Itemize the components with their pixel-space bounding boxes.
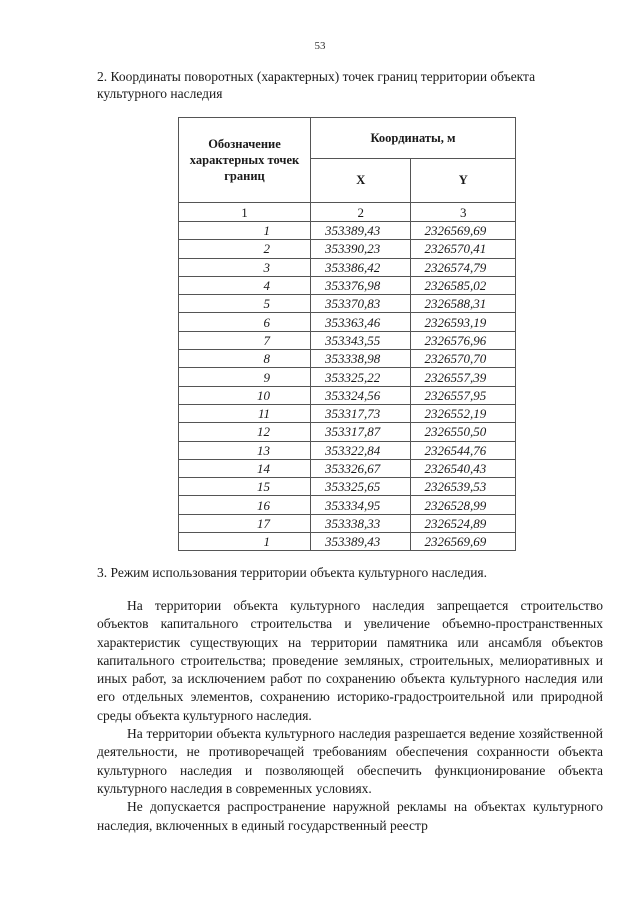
y-coordinate: 2326557,39: [411, 368, 516, 386]
column-number: 1: [179, 203, 311, 222]
table-row: [179, 496, 516, 514]
point-label: 12: [179, 423, 311, 441]
point-label: 8: [179, 350, 311, 368]
y-coordinate: 2326550,50: [411, 423, 516, 441]
table-row: [179, 368, 516, 386]
table-row: [179, 514, 516, 532]
y-coordinate: 2326569,69: [411, 222, 516, 240]
table-row: [179, 533, 516, 551]
table-row: [179, 478, 516, 496]
y-coordinate: 2326574,79: [411, 258, 516, 276]
point-label: 7: [179, 331, 311, 349]
point-label: 9: [179, 368, 311, 386]
table-row: [179, 313, 516, 331]
table-row: [179, 295, 516, 313]
y-coordinate: 2326570,70: [411, 350, 516, 368]
y-coordinate: 2326588,31: [411, 295, 516, 313]
x-coordinate: 353370,83: [311, 295, 411, 313]
coordinates-table: [178, 117, 516, 551]
x-coordinate: 353338,98: [311, 350, 411, 368]
x-coordinate: 353325,22: [311, 368, 411, 386]
point-label: 13: [179, 441, 311, 459]
header-coordinates: Координаты, м: [311, 118, 516, 159]
page-number: 53: [314, 40, 326, 52]
section-3-heading: 3. Режим использования территории объекта культурного наследия.: [97, 565, 488, 580]
column-number: 2: [311, 203, 411, 222]
paragraph: Не допускается распространение наружной рекламы на объектах культурного наследия, включенных в единый государственный реестр: [97, 799, 603, 833]
point-label: 15: [179, 478, 311, 496]
point-label: 10: [179, 386, 311, 404]
table-row: [179, 404, 516, 422]
x-coordinate: 353334,95: [311, 496, 411, 514]
table-row: [179, 276, 516, 294]
table-row: [179, 222, 516, 240]
y-coordinate: 2326544,76: [411, 441, 516, 459]
table-row: [179, 350, 516, 368]
x-coordinate: 353376,98: [311, 276, 411, 294]
y-coordinate: 2326576,96: [411, 331, 516, 349]
x-coordinate: 353317,87: [311, 423, 411, 441]
x-coordinate: 353390,23: [311, 240, 411, 258]
x-coordinate: 353389,43: [311, 222, 411, 240]
table-row: [179, 423, 516, 441]
x-coordinate: 353324,56: [311, 386, 411, 404]
point-label: 2: [179, 240, 311, 258]
table-row: [179, 386, 516, 404]
x-coordinate: 353325,65: [311, 478, 411, 496]
y-coordinate: 2326570,41: [411, 240, 516, 258]
x-coordinate: 353326,67: [311, 459, 411, 477]
header-designation: Обозначение характерных точек границ: [179, 118, 311, 203]
point-label: 3: [179, 258, 311, 276]
y-coordinate: 2326540,43: [411, 459, 516, 477]
x-coordinate: 353317,73: [311, 404, 411, 422]
y-coordinate: 2326593,19: [411, 313, 516, 331]
point-label: 6: [179, 313, 311, 331]
y-coordinate: 2326585,02: [411, 276, 516, 294]
point-label: 4: [179, 276, 311, 294]
header-y: Y: [411, 159, 516, 203]
point-label: 14: [179, 459, 311, 477]
column-number: 3: [411, 203, 516, 222]
paragraph: На территории объекта культурного наследия разрешается ведение хозяйственной деятельности, не противоречащей требованиям обеспечения сохранности объекта культурного наследия и позволяющей обеспечить функционирование объекта культурного наследия в современных условиях.: [97, 726, 603, 796]
x-coordinate: 353322,84: [311, 441, 411, 459]
y-coordinate: 2326557,95: [411, 386, 516, 404]
coordinates-table-body: [179, 203, 516, 551]
table-row: [179, 459, 516, 477]
column-number-row: [179, 203, 516, 222]
table-row: [179, 441, 516, 459]
header-x: X: [311, 159, 411, 203]
x-coordinate: 353343,55: [311, 331, 411, 349]
point-label: 5: [179, 295, 311, 313]
point-label: 16: [179, 496, 311, 514]
x-coordinate: 353338,33: [311, 514, 411, 532]
y-coordinate: 2326569,69: [411, 533, 516, 551]
x-coordinate: 353389,43: [311, 533, 411, 551]
table-row: [179, 331, 516, 349]
x-coordinate: 353363,46: [311, 313, 411, 331]
table-row: [179, 258, 516, 276]
point-label: 1: [179, 533, 311, 551]
point-label: 11: [179, 404, 311, 422]
y-coordinate: 2326552,19: [411, 404, 516, 422]
y-coordinate: 2326524,89: [411, 514, 516, 532]
y-coordinate: 2326528,99: [411, 496, 516, 514]
x-coordinate: 353386,42: [311, 258, 411, 276]
table-row: [179, 240, 516, 258]
point-label: 17: [179, 514, 311, 532]
point-label: 1: [179, 222, 311, 240]
regime-text: [97, 597, 603, 835]
y-coordinate: 2326539,53: [411, 478, 516, 496]
paragraph: На территории объекта культурного наследия запрещается строительство объектов капитального строительства и увеличение объемно-пространственных характеристик существующих на территории памятника или ансамбля объектов капитального строительства; проведение земляных, строительных, мелиоративных и иных работ, за исключением работ по сохранению объекта культурного наследия или его отдельных элементов, сохранению историко-градостроительной или природной среды объекта культурного наследия.: [97, 598, 603, 723]
section-2-heading: 2. Координаты поворотных (характерных) точек границ территории объекта культурного наследия: [97, 69, 536, 101]
